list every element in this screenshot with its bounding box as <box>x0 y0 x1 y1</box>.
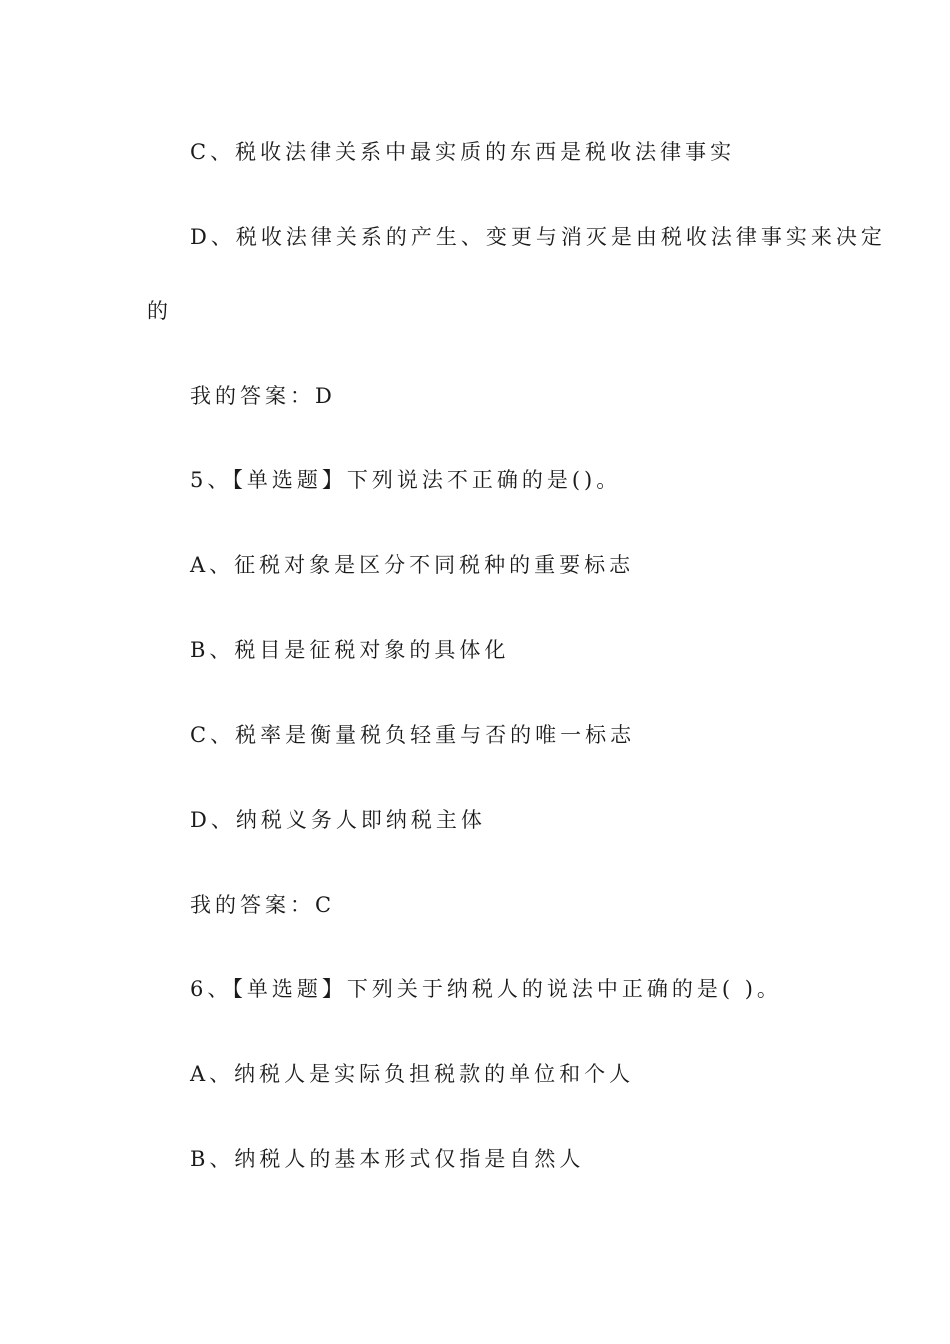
q4-my-answer: 我的答案：D <box>190 384 336 408</box>
q6-option-b: B、纳税人的基本形式仅指是自然人 <box>190 1147 585 1171</box>
q5-option-d: D、纳税义务人即纳税主体 <box>190 808 486 832</box>
q5-question: 5、【单选题】下列说法不正确的是()。 <box>190 468 622 492</box>
q5-my-answer: 我的答案：C <box>190 893 336 917</box>
q5-option-b: B、税目是征税对象的具体化 <box>190 638 510 662</box>
q6-question: 6、【单选题】下列关于纳税人的说法中正确的是( )。 <box>190 977 782 1001</box>
q4-option-d-line1: D、税收法律关系的产生、变更与消灭是由税收法律事实来决定 <box>190 225 886 249</box>
q4-option-c: C、税收法律关系中最实质的东西是税收法律事实 <box>190 140 736 164</box>
q4-option-d-line2: 的 <box>147 299 172 323</box>
q5-option-a: A、征税对象是区分不同税种的重要标志 <box>190 553 635 577</box>
q5-option-c: C、税率是衡量税负轻重与否的唯一标志 <box>190 723 636 747</box>
q6-option-a: A、纳税人是实际负担税款的单位和个人 <box>190 1062 635 1086</box>
